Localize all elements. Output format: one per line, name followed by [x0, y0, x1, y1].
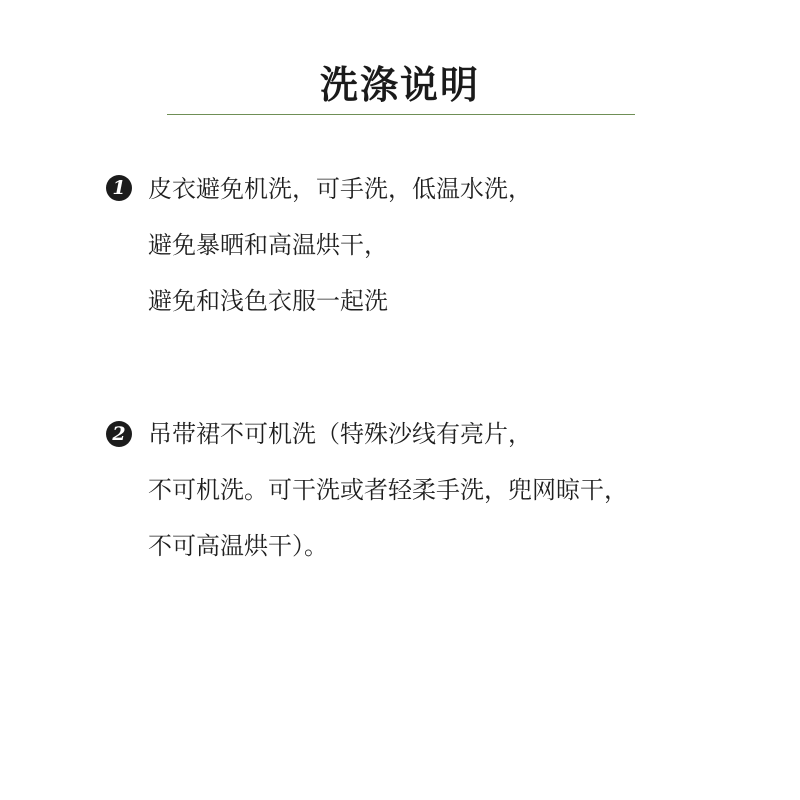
- instruction-2-line-2: 不可机洗。可干洗或者轻柔手洗，兜网晾干，: [148, 476, 628, 504]
- number-badge-1: 1: [106, 175, 132, 201]
- number-badge-2: 2: [106, 421, 132, 447]
- title-divider: [167, 114, 635, 115]
- page-title: 洗涤说明: [319, 63, 480, 107]
- instruction-2-line-1: 吊带裙不可机洗（特殊沙线有亮片，: [148, 420, 532, 448]
- instruction-1-line-2: 避免暴晒和高温烘干，: [148, 231, 388, 259]
- instruction-2-line-3: 不可高温烘干）。: [148, 532, 328, 560]
- instruction-1-line-3: 避免和浅色衣服一起洗: [148, 287, 388, 315]
- instruction-1-line-1: 皮衣避免机洗，可手洗，低温水洗，: [148, 175, 532, 203]
